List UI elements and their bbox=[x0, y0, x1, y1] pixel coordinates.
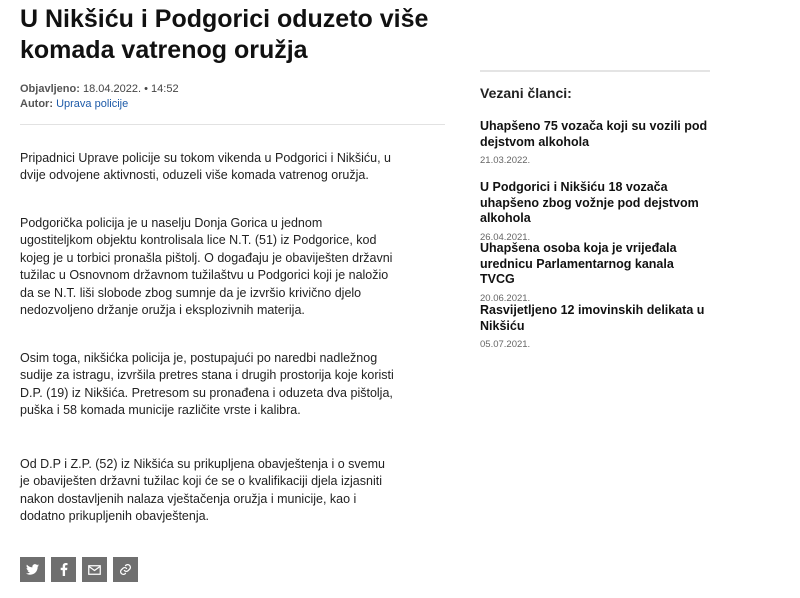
author-label: Autor: bbox=[20, 98, 53, 110]
related-item-title[interactable]: U Podgorici i Nikšiću 18 vozača uhapšeno zbog vožnje pod dejstvom alkohola bbox=[480, 180, 699, 225]
related-item-date: 20.06.2021. bbox=[480, 292, 531, 304]
article-paragraph: Podgorička policija je u naselju Donja Gorica u jednom ugostiteljkom objektu kontrolisala lice N.T. (51) iz Podgorice, kod kojeg je u torbici pronašla pištolj. O događaju je obaviješten državni tužilac u Osnovnom državnom tužilaštvu u Podgorici koji je naložio da se N.T. liši slobode zbog sumnje da je izvršio krivično djelo nedozvoljeno držanje oružja i eksplozivnih materija. bbox=[20, 216, 393, 318]
article-paragraph: Pripadnici Uprave policije su tokom vikenda u Podgorici i Nikšiću, u dvije odvojene aktivnosti, oduzeli više komada vatrenog oružja. bbox=[20, 151, 392, 183]
related-item-date: 21.03.2022. bbox=[480, 155, 531, 166]
related-articles-sidebar bbox=[480, 70, 710, 350]
related-item bbox=[480, 180, 710, 243]
share-facebook-button[interactable] bbox=[51, 557, 76, 582]
article-paragraph: Osim toga, nikšićka policija je, postupajući po naredbi nadležnog sudije za istragu, izvršila pretres stana i drugih prostorija koje koristi D.P. (19) iz Nikšića. Pretresom su pronađena i oduzeta dva pištolja, puška i 58 komada municije različite vrste i kalibra. bbox=[20, 351, 394, 418]
related-item-title[interactable]: Rasvijetljeno 12 imovinskih delikata u Nikšiću bbox=[480, 303, 705, 333]
author-line bbox=[20, 97, 179, 112]
article-meta bbox=[20, 82, 179, 112]
related-item-title[interactable]: Uhapšeno 75 vozača koji su vozili pod dejstvom alkohola bbox=[480, 119, 708, 149]
article-title: U Nikšiću i Podgorici oduzeto više komada vatrenog oružja bbox=[20, 5, 429, 64]
related-heading: Vezani članci: bbox=[480, 85, 572, 101]
twitter-icon bbox=[26, 564, 39, 575]
share-twitter-button[interactable] bbox=[20, 557, 45, 582]
related-item-date: 26.04.2021. bbox=[480, 231, 531, 243]
published-label: Objavljeno: bbox=[20, 83, 80, 95]
email-icon bbox=[88, 565, 101, 575]
facebook-icon bbox=[60, 563, 68, 576]
share-bar bbox=[20, 557, 138, 582]
link-icon bbox=[119, 563, 132, 576]
related-item bbox=[480, 119, 710, 166]
share-link-button[interactable] bbox=[113, 557, 138, 582]
share-email-button[interactable] bbox=[82, 557, 107, 582]
sidebar-divider bbox=[480, 70, 710, 72]
related-item-title[interactable]: Uhapšena osoba koja je vrijeđala urednicu Parlamentarnog kanala TVCG bbox=[480, 241, 677, 286]
author-link[interactable]: Uprava policije bbox=[56, 98, 129, 110]
article-paragraph: Od D.P i Z.P. (52) iz Nikšića su prikupljena obavještenja i o svemu je obaviješten državni tužilac koji će se o kvalifikaciji djela izjasniti nakon dostavljenih nalaza vještačenja oružja i municije, kao i dodatno prikupljenih obavještenja. bbox=[20, 457, 385, 524]
published-value: 18.04.2022. • 14:52 bbox=[82, 83, 179, 95]
related-item bbox=[480, 241, 710, 304]
published-line bbox=[20, 82, 179, 97]
meta-divider bbox=[20, 124, 445, 125]
related-item-date: 05.07.2021. bbox=[480, 339, 531, 350]
related-item bbox=[480, 303, 710, 350]
